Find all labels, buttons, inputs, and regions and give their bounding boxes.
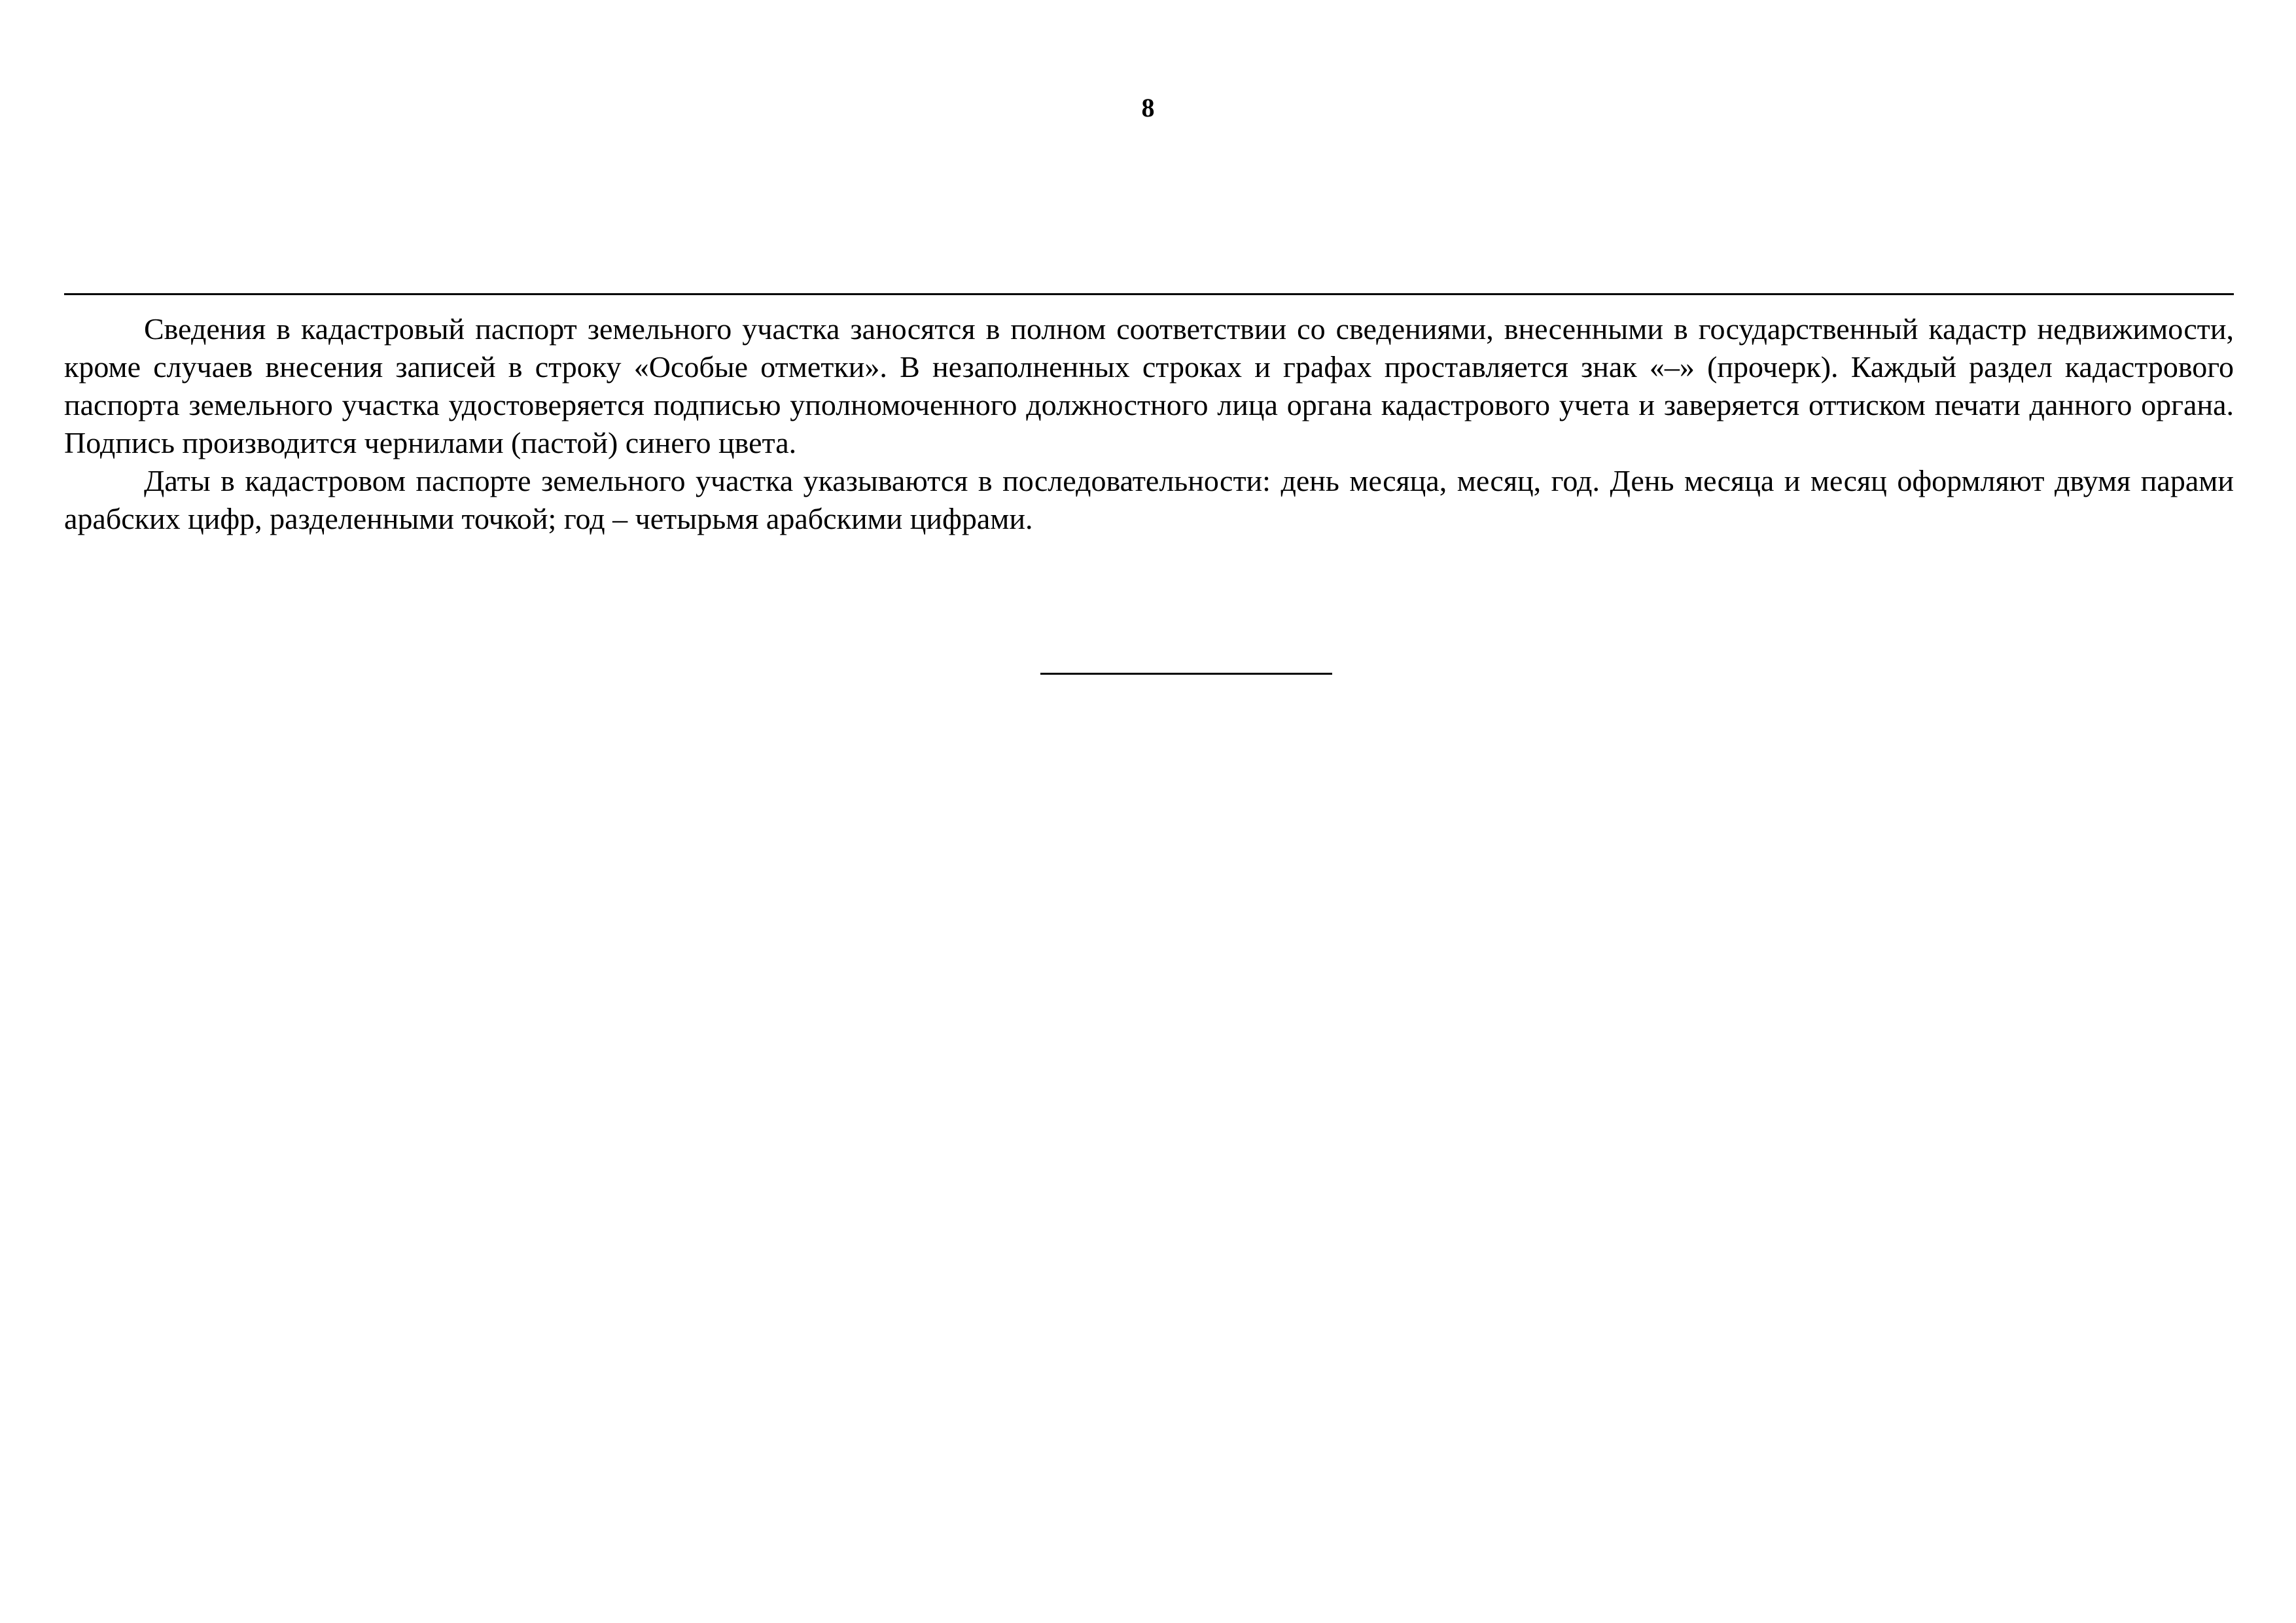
top-divider bbox=[64, 293, 2234, 295]
page-number: 8 bbox=[1141, 93, 1155, 122]
paragraph: Сведения в кадастровый паспорт земельного участка заносятся в полном соответствии со сведениями, внесенными в государственный кадастр недвижимости, кроме случаев внесения записей в строку «Особые отметки». В незаполненных строках и графах проставляется знак «–» (прочерк). Каждый раздел кадастрового паспорта земельного участка удостоверяется подписью уполномоченного должностного лица органа кадастрового учета и заверяется оттиском печати данного органа. Подпись производится чернилами (пастой) синего цвета. bbox=[64, 312, 2234, 459]
paragraph: Даты в кадастровом паспорте земельного участка указываются в последовательности: день месяца, месяц, год. День месяца и месяц оформляют двумя парами арабских цифр, разделенными точкой; год – четырьмя арабскими цифрами. bbox=[64, 464, 2234, 535]
end-divider bbox=[1040, 673, 1332, 675]
body-text bbox=[64, 310, 2234, 538]
